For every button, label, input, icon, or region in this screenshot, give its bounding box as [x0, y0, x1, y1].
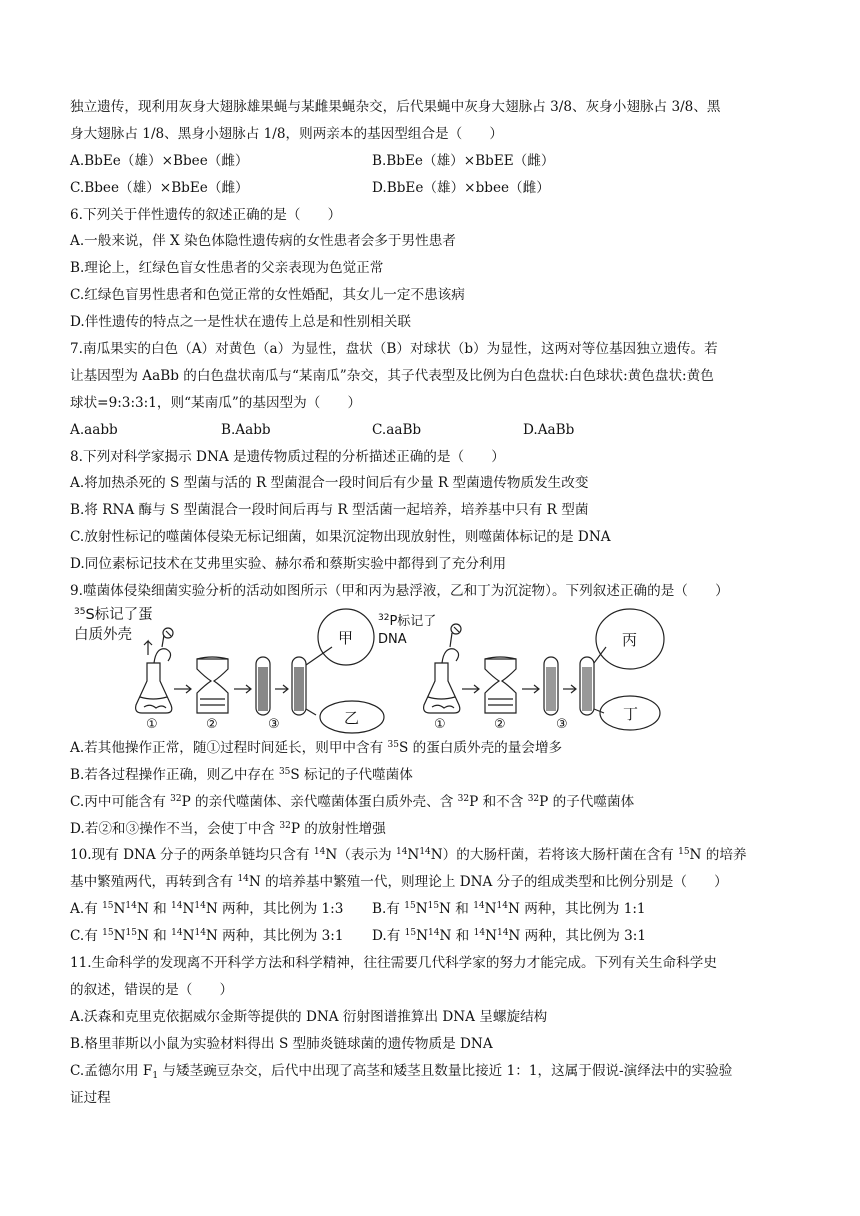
q8-stem: 8.下列对科学家揭示 DNA 是遗传物质过程的分析描述正确的是（ ） [70, 448, 505, 465]
q10a-s3: 14 [171, 901, 183, 912]
q5-option-b: B.BbEe（雄）×BbEE（雌） [372, 152, 555, 169]
q9a-sup: 35 [387, 739, 399, 750]
q7-option-d: D.AaBb [523, 421, 575, 438]
q10d-p4: N [485, 928, 497, 945]
step-1-right: ① [434, 716, 446, 732]
q7-option-a: A.aabb [70, 421, 118, 438]
q10b-s1: 15 [404, 901, 416, 912]
q11c-t2: 与矮茎豌豆杂交，后代中出现了高茎和矮茎且数量比接近 1：1，这属于假说-演绎法中的实验验 [158, 1062, 733, 1079]
q10-options-row-2 [70, 923, 800, 950]
q11-stem-line-2: 的叙述，错误的是（ ） [70, 981, 234, 998]
q10d-s2: 14 [428, 928, 440, 939]
q10c-s3: 14 [171, 928, 183, 939]
q10-t4: N）的大肠杆菌，若将该大肠杆菌在含有 [430, 847, 679, 864]
q5-stem-line-1: 独立遗传，现利用灰身大翅脉雄果蝇与某雌果蝇杂交，后代果蝇中灰身大翅脉占 3/8、灰身小翅脉占 3/8、黑 [70, 99, 721, 115]
q6-option-c: C.红绿色盲男性患者和色觉正常的女性婚配，其女儿一定不患该病 [70, 287, 465, 304]
q10a-p3: N 和 [136, 901, 172, 918]
label-35s-protein-line-2: 白质外壳 [74, 626, 132, 643]
q9c-text-4: P 的子代噬菌体 [539, 793, 635, 810]
q10b-s2: 15 [427, 901, 440, 912]
q5-option-a: A.BbEe（雄）×Bbee（雌） [70, 152, 249, 169]
q10-option-c [70, 923, 372, 950]
step-3-right: ③ [556, 716, 568, 732]
q9-option-a [70, 735, 800, 762]
q10c-p2: N [113, 928, 126, 945]
q9c-text-2: P 的亲代噬菌体、亲代噬菌体蛋白质外壳、含 [181, 793, 458, 810]
step-2-right: ② [494, 716, 506, 732]
q7-option-b: B.Aabb [221, 421, 271, 438]
q10b-s4: 14 [496, 901, 508, 912]
q10a-p1: A.有 [70, 901, 103, 918]
q7-stem-line-1: 7.南瓜果实的白色（A）对黄色（a）为显性，盘状（B）对球状（b）为显性，这两对等位基因独立遗传。若 [70, 341, 718, 358]
q10-s2: 14 [395, 847, 408, 858]
q10-options-row-1 [70, 896, 800, 923]
q9c-sup-1: 32 [170, 793, 182, 804]
q5-option-d: D.BbEe（雄）×bbee（雌） [372, 179, 550, 196]
q9d-sup: 32 [279, 820, 291, 831]
q10a-p2: N [113, 901, 126, 918]
q8-option-d: D.同位素标记技术在艾弗里实验、赫尔希和蔡斯实验中都得到了充分利用 [70, 556, 507, 573]
q9a-text-2: S 的蛋白质外壳的量会增多 [398, 739, 563, 756]
q9d-text-2: P 的放射性增强 [290, 820, 386, 837]
q9c-sup-2: 32 [457, 793, 470, 804]
q10-stem-line-1 [70, 842, 800, 869]
q8-option-c: C.放射性标记的噬菌体侵染无标记细菌，如果沉淀物出现放射性，则噬菌体标记的是 DNA [70, 529, 611, 546]
step-3-left: ③ [268, 716, 280, 732]
q9c-sup-3: 32 [527, 793, 540, 804]
q10-option-d [372, 923, 674, 950]
q10c-p1: C.有 [70, 928, 103, 945]
q10d-s1: 15 [404, 928, 417, 939]
q11c-t1: C.孟德尔用 F [70, 1062, 153, 1079]
label-35s-sup: 35 [74, 606, 86, 617]
q10d-s4: 14 [496, 928, 509, 939]
q7-stem-line-2: 让基因型为 AaBb 的白色盘状南瓜与“某南瓜”杂交，其子代表型及比例为白色盘状:白色球状:黄色盘状:黄色 [70, 367, 714, 384]
q9b-text-2: S 标记的子代噬菌体 [290, 766, 413, 783]
q11-option-c-line-1 [70, 1058, 800, 1085]
circle-ding-label: 丁 [623, 704, 639, 723]
q10d-p5: N 两种，其比例为 3:1 [508, 928, 646, 945]
exam-page [70, 94, 800, 1111]
q10c-p4: N [182, 928, 195, 945]
q10-t3: N [407, 847, 420, 864]
q5-stem-line-2: 身大翅脉占 1/8、黑身小翅脉占 1/8，则两亲本的基因型组合是（ ） [70, 125, 504, 142]
q10-stem-line-2 [70, 869, 800, 896]
circle-yi-label: 乙 [344, 708, 360, 727]
q10-s5: 14 [237, 874, 249, 885]
q11-stem-line-1: 11.生命科学的发现离不开科学方法和科学精神，往往需要几代科学家的努力才能完成。下列有关生命科学史 [70, 955, 717, 972]
circle-bing-label: 丙 [622, 630, 638, 649]
q10d-p1: D.有 [372, 928, 405, 945]
step-2-left: ② [206, 716, 218, 732]
q9-option-c [70, 789, 800, 816]
q9-stem: 9.噬菌体侵染细菌实验分析的活动如图所示（甲和丙为悬浮液，乙和丁为沉淀物）。下列叙述正确的是（ ） [70, 583, 729, 600]
q5-options-row-1 [70, 148, 800, 175]
q10c-s4: 14 [194, 928, 206, 939]
q10c-s1: 15 [102, 928, 114, 939]
q6-stem: 6.下列关于伴性遗传的叙述正确的是（ ） [70, 206, 342, 223]
q10a-s1: 15 [102, 901, 114, 912]
q10b-p1: B.有 [372, 901, 405, 918]
q10c-p5: N 两种，其比例为 3:1 [205, 928, 344, 945]
q9c-text-1: C.丙中可能含有 [70, 793, 171, 810]
q9-option-b [70, 762, 800, 789]
label-32p-sup: 32 [378, 612, 390, 623]
q10b-p2: N [415, 901, 428, 918]
q11c-sub: 1 [152, 1070, 159, 1081]
q10-s4: 15 [678, 847, 690, 858]
q10c-s2: 15 [125, 928, 137, 939]
q10d-p3: N 和 [439, 928, 474, 945]
q5-options-row-2 [70, 175, 800, 202]
label-35s-protein [74, 607, 153, 624]
q9d-text-1: D.若②和③操作不当，会使丁中含 [70, 820, 280, 837]
label-35s-line-1: S标记了蛋 [85, 606, 153, 623]
q6-option-b: B.理论上，红绿色盲女性患者的父亲表现为色觉正常 [70, 260, 384, 277]
q10-option-b [372, 896, 674, 923]
q9b-text-1: B.若各过程操作正确，则乙中存在 [70, 766, 279, 783]
q10a-p5: N 两种，其比例为 1:3 [205, 901, 344, 918]
q8-option-b: B.将 RNA 酶与 S 型菌混合一段时间后再与 R 型活菌一起培养，培养基中只有 R 型菌 [70, 502, 589, 519]
q7-options [70, 417, 800, 444]
q10b-p4: N [484, 901, 497, 918]
circle-jia-label: 甲 [338, 628, 354, 647]
q6-option-d: D.伴性遗传的特点之一是性状在遗传上总是和性别相关联 [70, 314, 411, 331]
q9c-text-3: P 和不含 [469, 793, 528, 810]
q10-t2: N（表示为 [325, 847, 396, 864]
step-1-left: ① [146, 716, 158, 732]
q9-option-d [70, 816, 800, 843]
q9a-text-1: A.若其他操作正常，随①过程时间延长，则甲中含有 [70, 739, 388, 756]
q10d-s3: 14 [473, 928, 486, 939]
q10a-s2: 14 [125, 901, 137, 912]
q10a-p4: N [182, 901, 195, 918]
q10b-p5: N 两种，其比例为 1:1 [508, 901, 646, 918]
q10-t1: 10.现有 DNA 分子的两条单链均只含有 [70, 847, 314, 864]
label-32p-line-1: P标记了 [389, 613, 437, 629]
q5-option-c: C.Bbee（雄）×BbEe（雌） [70, 179, 249, 196]
label-32p-dna [378, 613, 436, 630]
q8-option-a: A.将加热杀死的 S 型菌与活的 R 型菌混合一段时间后有少量 R 型菌遗传物质发生改变 [70, 475, 589, 492]
q6-option-a: A.一般来说，伴 X 染色体隐性遗传病的女性患者会多于男性患者 [70, 233, 456, 250]
q7-stem-line-3: 球状=9:3:3:1，则“某南瓜”的基因型为（ ） [70, 394, 362, 411]
q10b-s3: 14 [473, 901, 485, 912]
q10-s3: 14 [419, 847, 431, 858]
q10d-p2: N [416, 928, 429, 945]
q11-option-c-line-2: 证过程 [70, 1089, 111, 1106]
q10-t5: N 的培养 [689, 847, 747, 864]
q10-t7: N 的培养基中繁殖一代，则理论上 DNA 分子的组成类型和比例分别是（ ） [248, 874, 728, 891]
q10c-p3: N 和 [136, 928, 172, 945]
q10-s1: 14 [313, 847, 326, 858]
q7-option-c: C.aaBb [372, 421, 422, 438]
label-32p-dna-line-2: DNA [378, 631, 407, 647]
q11-option-b: B.格里菲斯以小鼠为实验材料得出 S 型肺炎链球菌的遗传物质是 DNA [70, 1035, 493, 1052]
q10-option-a [70, 896, 372, 923]
q10a-s4: 14 [194, 901, 206, 912]
q9b-sup: 35 [278, 766, 291, 777]
q10b-p3: N 和 [439, 901, 474, 918]
q11-option-a: A.沃森和克里克依据威尔金斯等提供的 DNA 衍射图谱推算出 DNA 呈螺旋结构 [70, 1008, 548, 1025]
q10-t6: 基中繁殖两代，再转到含有 [70, 874, 238, 891]
phage-experiment-figure [70, 605, 800, 735]
